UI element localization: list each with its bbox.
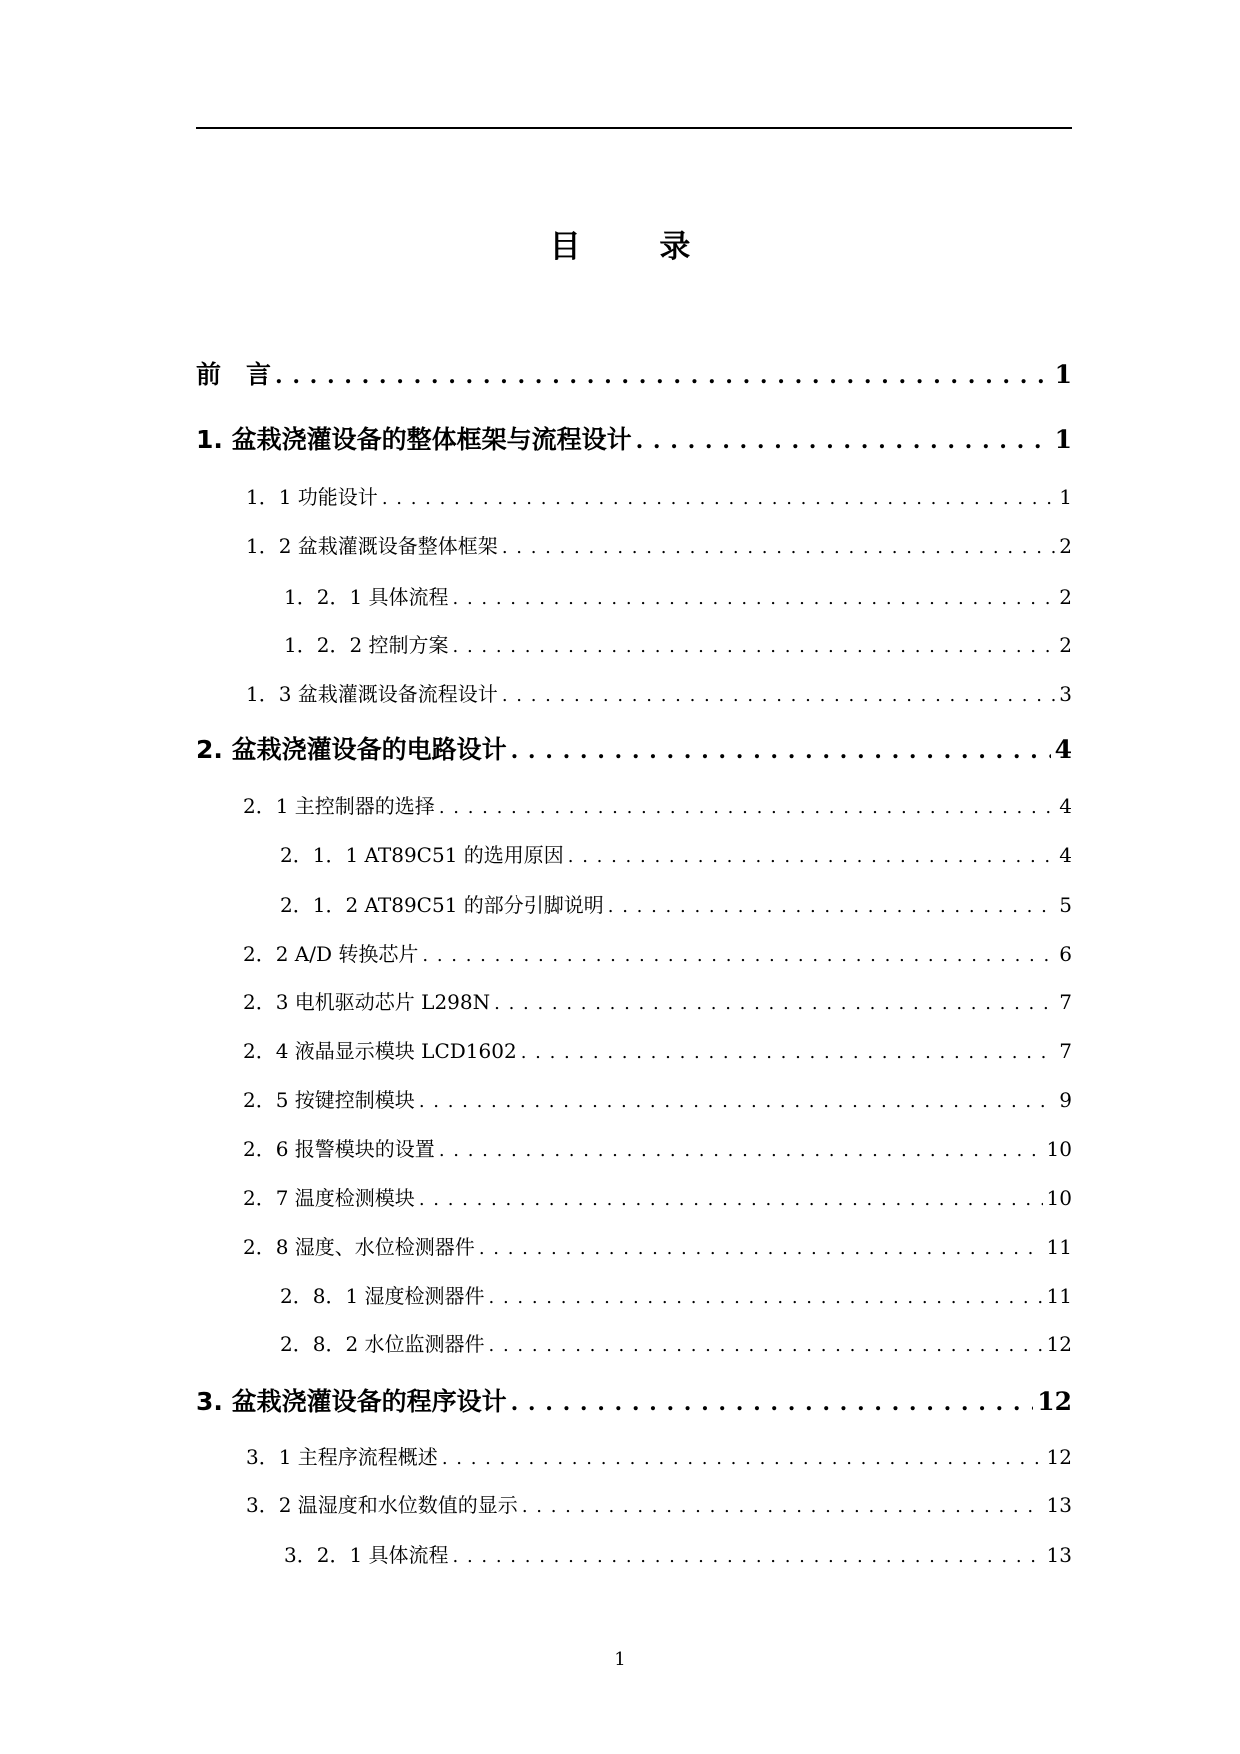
- toc-entry-page: 12: [1037, 1387, 1072, 1416]
- toc-entry-label: 1．1 功能设计: [246, 485, 378, 509]
- toc-entry[interactable]: [196, 358, 1072, 392]
- dot-leader: [439, 1137, 1043, 1163]
- toc-entry-label: 2．2 A/D 转换芯片: [243, 942, 419, 966]
- toc-entry-page: 9: [1059, 1088, 1072, 1112]
- dot-leader: [502, 682, 1055, 708]
- dot-leader: [453, 633, 1056, 659]
- toc-entry[interactable]: [246, 680, 1072, 708]
- toc-entry-label: 2．4 液晶显示模块 LCD1602: [243, 1039, 517, 1063]
- toc-entry-page: 7: [1059, 1039, 1072, 1063]
- dot-leader: [511, 1386, 1034, 1419]
- footer-page-number: 1: [614, 1649, 626, 1670]
- toc-entry-page: 11: [1046, 1284, 1072, 1308]
- toc-entry-page: 13: [1046, 1543, 1072, 1567]
- dot-leader: [275, 359, 1051, 392]
- toc-entry-page: 2: [1059, 534, 1072, 558]
- toc-entry-label: 2．1 主控制器的选择: [243, 794, 435, 818]
- header-rule: [196, 127, 1072, 129]
- dot-leader: [489, 1332, 1043, 1358]
- dot-leader: [522, 1493, 1043, 1519]
- toc-entry-page: 1: [1054, 360, 1072, 389]
- toc-entry-label: 3．2 温湿度和水位数值的显示: [246, 1493, 518, 1517]
- page-title: 目 录: [549, 229, 725, 265]
- toc-entry-label: 1. 盆栽浇灌设备的整体框架与流程设计: [196, 425, 632, 454]
- dot-leader: [568, 843, 1055, 869]
- toc-entry[interactable]: [280, 1330, 1072, 1358]
- toc-entry[interactable]: [243, 1037, 1072, 1065]
- toc-entry-label: 1．3 盆栽灌溉设备流程设计: [246, 682, 498, 706]
- toc-entry[interactable]: [246, 532, 1072, 560]
- toc-entry-label: 3．2．1 具体流程: [284, 1543, 449, 1567]
- toc-entry[interactable]: [243, 1086, 1072, 1114]
- toc-entry-page: 13: [1046, 1493, 1072, 1517]
- toc-entry-label: 2．7 温度检测模块: [243, 1186, 415, 1210]
- toc-entry-label: 2．1．2 AT89C51 的部分引脚说明: [280, 893, 604, 917]
- toc-entry[interactable]: [284, 631, 1072, 659]
- toc-entry[interactable]: [243, 792, 1072, 820]
- toc-entry[interactable]: [243, 1135, 1072, 1163]
- toc-entry-page: 5: [1059, 893, 1072, 917]
- toc-entry-page: 11: [1046, 1235, 1072, 1259]
- toc-entry-page: 1: [1054, 425, 1072, 454]
- toc-entry-page: 3: [1059, 682, 1072, 706]
- toc-entry[interactable]: [280, 1282, 1072, 1310]
- toc-entry[interactable]: [280, 891, 1072, 919]
- toc-entry-page: 1: [1059, 485, 1072, 509]
- toc-entry[interactable]: [243, 1184, 1072, 1212]
- toc-entry[interactable]: [243, 988, 1072, 1016]
- toc-entry-page: 12: [1046, 1332, 1072, 1356]
- toc-entry-label: 1．2．1 具体流程: [284, 585, 449, 609]
- dot-leader: [502, 534, 1055, 560]
- toc-entry-label: 1．2 盆栽灌溉设备整体框架: [246, 534, 498, 558]
- toc-entry-label: 3．1 主程序流程概述: [246, 1445, 438, 1469]
- dot-leader: [511, 734, 1051, 767]
- dot-leader: [479, 1235, 1043, 1261]
- dot-leader: [442, 1445, 1043, 1471]
- dot-leader: [489, 1284, 1043, 1310]
- dot-leader: [419, 1088, 1055, 1114]
- toc-entry-label: 2．6 报警模块的设置: [243, 1137, 435, 1161]
- toc-entry-page: 10: [1046, 1186, 1072, 1210]
- toc-entry-label: 2. 盆栽浇灌设备的电路设计: [196, 735, 507, 764]
- toc-entry-page: 4: [1059, 843, 1072, 867]
- dot-leader: [494, 990, 1055, 1016]
- toc-entry-page: 12: [1046, 1445, 1072, 1469]
- toc-entry[interactable]: [246, 1491, 1072, 1519]
- dot-leader: [636, 424, 1051, 457]
- toc-entry-label: 前 言: [196, 360, 272, 389]
- dot-leader: [382, 485, 1055, 511]
- toc-entry-page: 6: [1059, 942, 1072, 966]
- toc-entry[interactable]: [284, 583, 1072, 611]
- toc-entry[interactable]: [280, 841, 1072, 869]
- dot-leader: [439, 794, 1055, 820]
- toc-entry[interactable]: [246, 483, 1072, 511]
- dot-leader: [608, 893, 1055, 919]
- toc-entry[interactable]: [243, 1233, 1072, 1261]
- dot-leader: [453, 585, 1056, 611]
- toc-entry-label: 1．2．2 控制方案: [284, 633, 449, 657]
- dot-leader: [422, 942, 1055, 968]
- toc-entry[interactable]: [246, 1443, 1072, 1471]
- toc-entry[interactable]: [196, 733, 1072, 767]
- dot-leader: [453, 1543, 1043, 1569]
- toc-entry-label: 2．5 按键控制模块: [243, 1088, 415, 1112]
- toc-entry[interactable]: [284, 1541, 1072, 1569]
- toc-entry-page: 2: [1059, 585, 1072, 609]
- toc-entry[interactable]: [196, 1385, 1072, 1419]
- toc-entry-label: 2．1．1 AT89C51 的选用原因: [280, 843, 564, 867]
- toc-entry-label: 2．8．1 湿度检测器件: [280, 1284, 485, 1308]
- toc-entry-label: 2．8．2 水位监测器件: [280, 1332, 485, 1356]
- toc-entry[interactable]: [196, 423, 1072, 457]
- toc-entry[interactable]: [243, 940, 1072, 968]
- toc-entry-page: 10: [1046, 1137, 1072, 1161]
- toc-entry-label: 2．8 湿度、水位检测器件: [243, 1235, 475, 1259]
- toc-entry-label: 3. 盆栽浇灌设备的程序设计: [196, 1387, 507, 1416]
- dot-leader: [419, 1186, 1043, 1212]
- toc-entry-page: 4: [1054, 735, 1072, 764]
- toc-entry-page: 7: [1059, 990, 1072, 1014]
- dot-leader: [521, 1039, 1056, 1065]
- toc-entry-page: 4: [1059, 794, 1072, 818]
- toc-entry-label: 2．3 电机驱动芯片 L298N: [243, 990, 491, 1014]
- toc-entry-page: 2: [1059, 633, 1072, 657]
